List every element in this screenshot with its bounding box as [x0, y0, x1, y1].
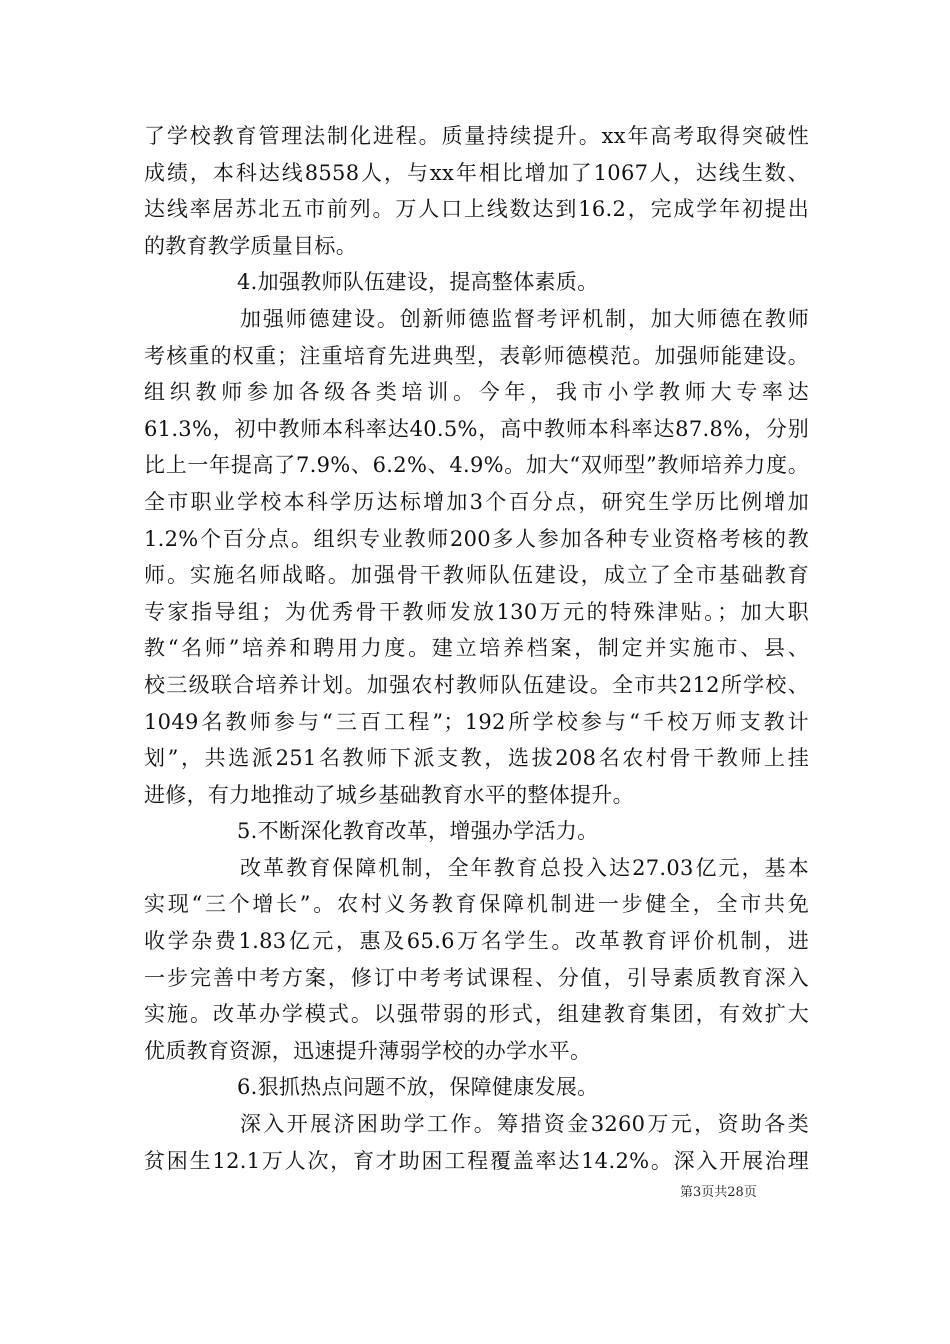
text-line: 教“名师”培养和聘用力度。建立培养档案，制定并实施市、县、 — [144, 636, 809, 661]
text-line: 进修，有力地推动了城乡基础教育水平的整体提升。 — [144, 782, 634, 807]
text-line: 师。实施名师战略。加强骨干教师队伍建设，成立了全市基础教育 — [144, 563, 809, 588]
section-heading: 5.不断深化教育改革，增强办学活力。 — [237, 819, 599, 844]
text-line: 一步完善中考方案，修订中考考试课程、分值，引导素质教育深入 — [144, 965, 809, 990]
text-line: 考核重的权重；注重培育先进典型，表彰师德模范。加强师能建设。 — [144, 343, 809, 368]
text-line: 加强师德建设。创新师德监督考评机制，加大师德在教师 — [240, 306, 809, 331]
text-line: 了学校教育管理法制化进程。质量持续提升。xx年高考取得突破性 — [144, 124, 809, 148]
document-body — [144, 118, 809, 1179]
section-heading: 6.狠抓热点问题不放，保障健康发展。 — [237, 1075, 599, 1100]
text-line: 深入开展济困助学工作。筹措资金3260万元，资助各类 — [240, 1112, 809, 1137]
text-line: 成绩，本科达线8558人，与xx年相比增加了1067人，达线生数、 — [144, 160, 809, 185]
section-heading: 4.加强教师队伍建设，提高整体素质。 — [237, 270, 599, 295]
text-line: 专家指导组；为优秀骨干教师发放130万元的特殊津贴。；加大职 — [144, 599, 809, 624]
text-line: 贫困生12.1万人次，育才助困工程覆盖率达14.2%。深入开展治理 — [144, 1148, 809, 1173]
text-line: 全市职业学校本科学历达标增加3个百分点，研究生学历比例增加 — [144, 489, 809, 514]
text-line: 比上一年提高了7.9%、6.2%、4.9%。加大“双师型”教师培养力度。 — [144, 453, 809, 478]
text-line: 改革教育保障机制，全年教育总投入达27.03亿元，基本 — [240, 855, 809, 880]
text-line: 优质教育资源，迅速提升薄弱学校的办学水平。 — [144, 1038, 592, 1063]
page-number: 第3页共28页 — [680, 1185, 757, 1200]
text-line: 校三级联合培养计划。加强农村教师队伍建设。全市共212所学校、 — [144, 672, 809, 697]
text-line: 收学杂费1.83亿元，惠及65.6万名学生。改革教育评价机制，进 — [144, 929, 809, 954]
text-line: 实施。改革办学模式。以强带弱的形式，组建教育集团，有效扩大 — [144, 1002, 809, 1027]
text-line: 实现“三个增长”。农村义务教育保障机制进一步健全，全市共免 — [144, 892, 809, 917]
text-line: 1049名教师参与“三百工程”；192所学校参与“千校万师支教计 — [144, 709, 809, 734]
text-line: 的教育教学质量目标。 — [144, 233, 357, 258]
text-line: 达线率居苏北五市前列。万人口上线数达到16.2，完成学年初提出 — [144, 197, 809, 222]
text-line: 1.2%个百分点。组织专业教师200多人参加各种专业资格考核的教 — [144, 526, 809, 551]
text-line: 61.3%，初中教师本科率达40.5%，高中教师本科率达87.8%，分别 — [144, 416, 809, 441]
text-line: 划”，共选派251名教师下派支教，选拔208名农村骨干教师上挂 — [144, 746, 809, 771]
text-line: 组织教师参加各级各类培训。今年，我市小学教师大专率达 — [144, 380, 809, 405]
